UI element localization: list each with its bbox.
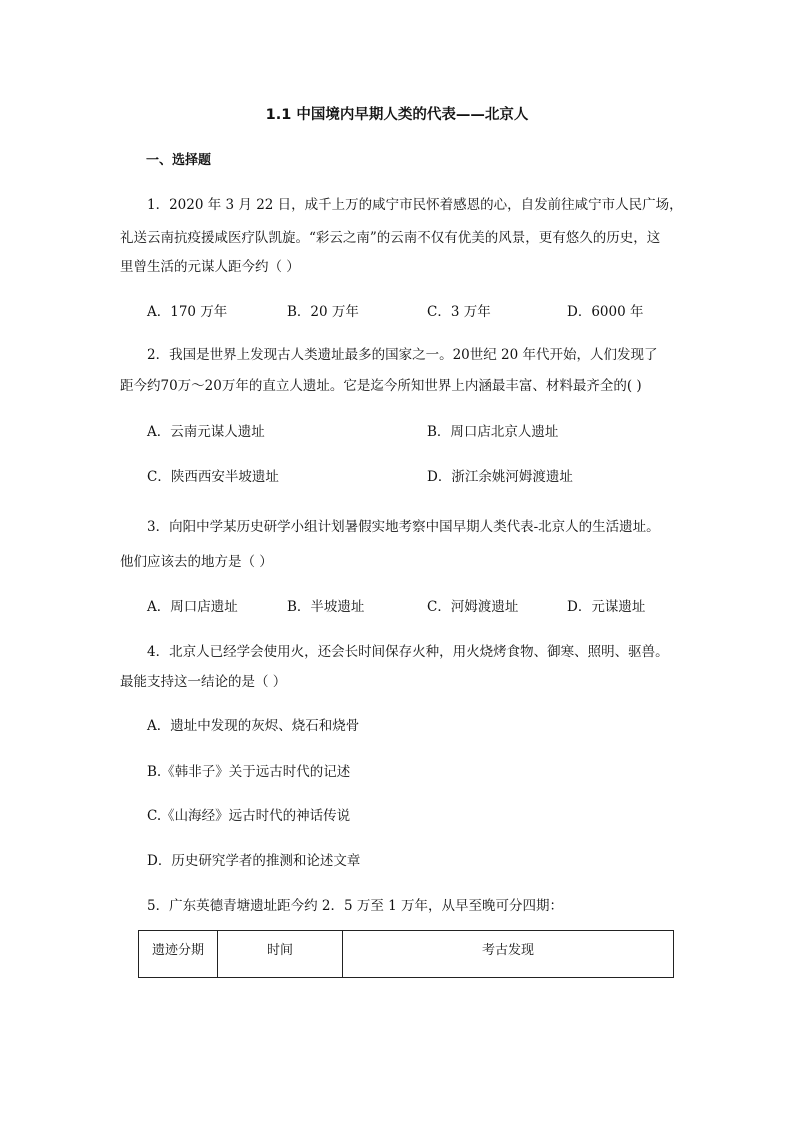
table-header-row — [139, 931, 674, 978]
option-b: B.《韩非子》关于远古时代的记述 — [147, 764, 351, 780]
option-c: C．3 万年 — [427, 304, 491, 320]
question-text-line: 最能支持这一结论的是（ ） — [120, 674, 287, 690]
option-b: B．半坡遗址 — [287, 599, 365, 615]
option-d: D．元谋遗址 — [567, 599, 646, 615]
question-text-line: 4．北京人已经学会使用火，还会长时间保存火种，用火烧烤食物、御寒、照明、驱兽。 — [147, 644, 669, 660]
question-text-line: 5．广东英德青塘遗址距今约 2．5 万至 1 万年，从早至晚可分四期： — [147, 898, 564, 914]
option-c: C.《山海经》远古时代的神话传说 — [147, 808, 351, 824]
question-text-line: 他们应该去的地方是（ ） — [120, 554, 273, 570]
option-a: A．遗址中发现的灰烬、烧石和烧骨 — [147, 718, 360, 734]
question-text-line: 礼送云南抗疫援咸医疗队凯旋。“彩云之南”的云南不仅有优美的风景，更有悠久的历史，这 — [120, 230, 661, 246]
option-d: D．6000 年 — [567, 304, 644, 320]
question-text-line: 2．我国是世界上发现古人类遗址最多的国家之一。20世纪 20 年代开始，人们发现了 — [147, 347, 658, 363]
question-text-line: 距今约70万～20万年的直立人遗址。它是迄今所知世界上内涵最丰富、材料最齐全的( ) — [120, 378, 642, 394]
table-header-cell: 时间 — [218, 931, 343, 978]
question-text-line: 1．2020 年 3 月 22 日，成千上万的咸宁市民怀着感恩的心，自发前往咸宁市人民广场， — [147, 197, 683, 213]
option-d: D．浙江余姚河姆渡遗址 — [427, 469, 573, 485]
option-b: B．周口店北京人遗址 — [427, 424, 559, 440]
question-text-line: 里曾生活的元谋人距今约（ ） — [120, 259, 300, 275]
question-text-line: 3．向阳中学某历史研学小组计划暑假实地考察中国早期人类代表-北京人的生活遗址。 — [147, 519, 660, 535]
page-title: 1.1 中国境内早期人类的代表——北京人 — [265, 107, 529, 123]
option-c: C．陕西西安半坡遗址 — [147, 469, 279, 485]
table-header-cell: 考古发现 — [343, 931, 674, 978]
option-c: C．河姆渡遗址 — [427, 599, 519, 615]
option-d: D．历史研究学者的推测和论述文章 — [147, 853, 361, 869]
table-header-cell: 遗迹分期 — [139, 931, 218, 978]
option-a: A．云南元谋人遗址 — [147, 424, 265, 440]
section-heading: 一、选择题 — [146, 153, 212, 168]
option-b: B．20 万年 — [287, 304, 359, 320]
option-a: A．周口店遗址 — [147, 599, 238, 615]
archaeology-table — [138, 930, 674, 978]
option-a: A．170 万年 — [147, 304, 228, 320]
